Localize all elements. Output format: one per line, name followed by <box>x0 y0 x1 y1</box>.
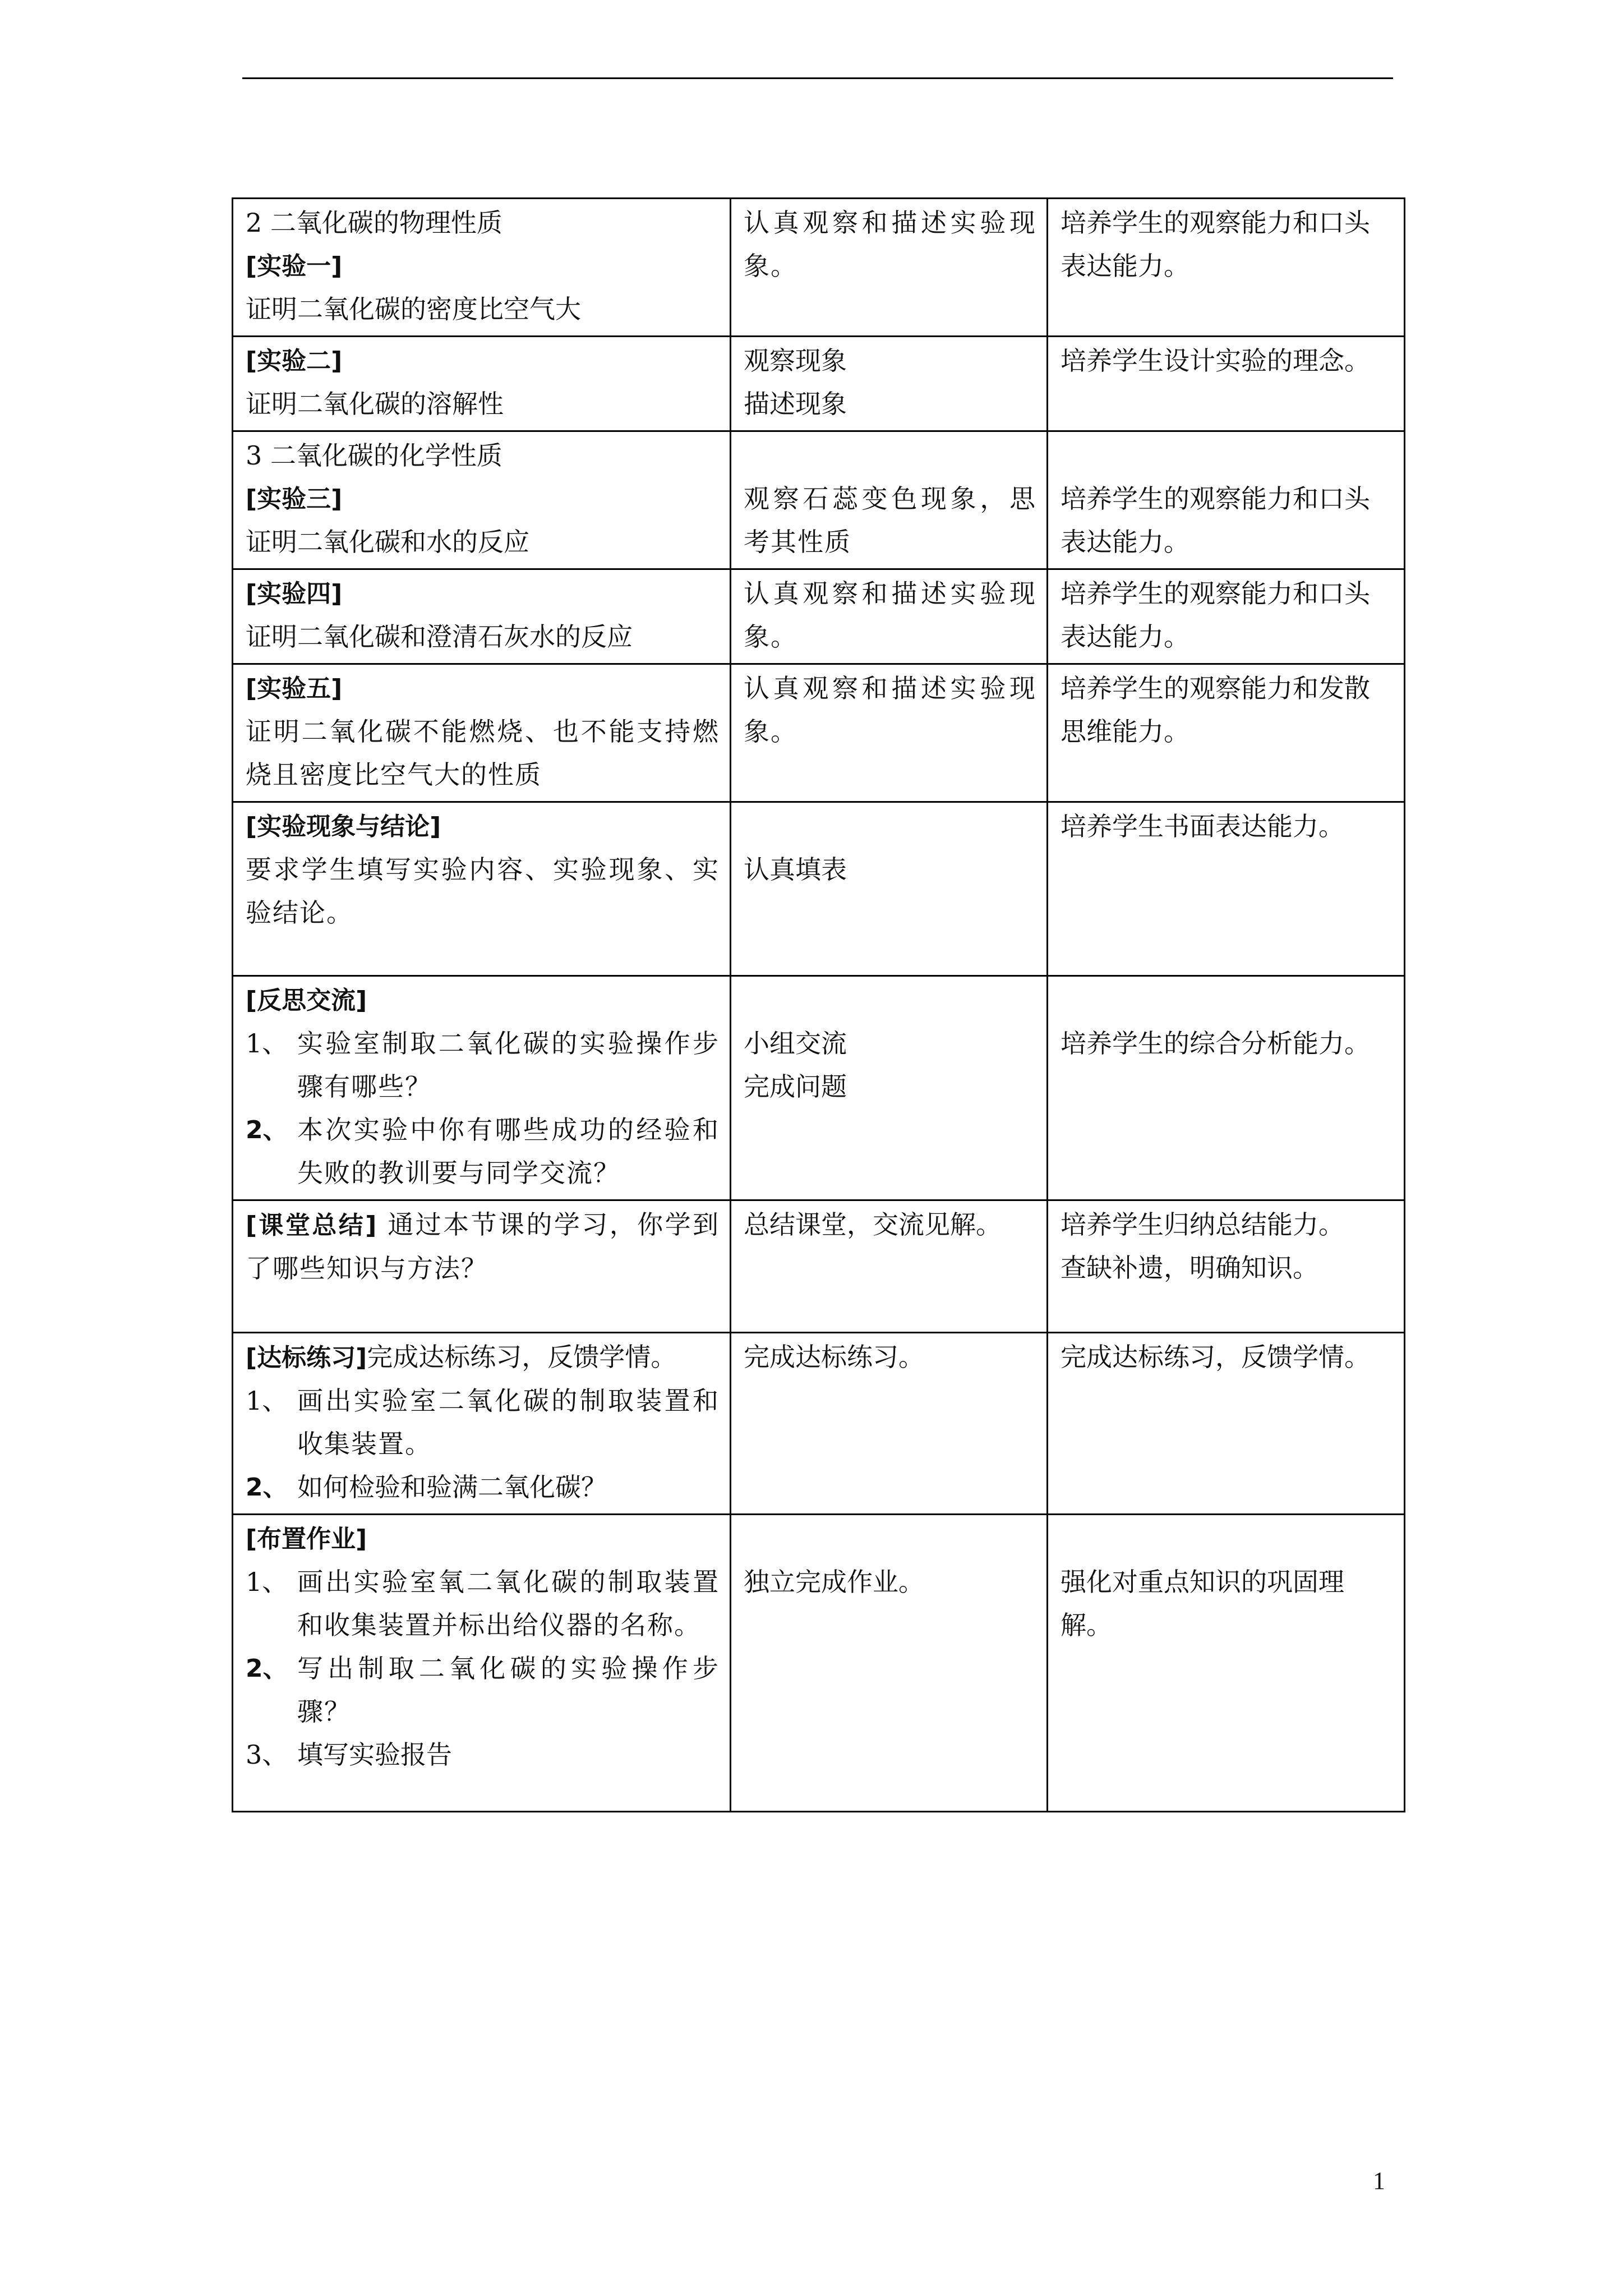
student-activity-cell <box>731 1200 1048 1333</box>
list-text: 画出实验室氧二氧化碳的制取装置和收集装置并标出给仪器的名称。 <box>297 1567 720 1640</box>
list-text: 填写实验报告 <box>297 1740 452 1770</box>
section-description: 完成达标练习，反馈学情。 <box>367 1342 677 1372</box>
student-activity-text: 小组交流 <box>744 1028 847 1059</box>
list-item <box>246 1647 720 1733</box>
student-activity-text: 认真观察和描述实验现象。 <box>744 673 1036 747</box>
section-description: 通过本节课的学习，你学到了哪些知识与方法？ <box>246 1209 720 1283</box>
section-title: [实验现象与结论] <box>246 812 441 841</box>
design-intent-text: 培养学生的观察能力和口头表达能力。 <box>1061 578 1370 652</box>
teaching-content-cell <box>233 569 731 664</box>
student-activity-cell <box>731 664 1048 802</box>
header-rule <box>242 77 1393 79</box>
design-intent-cell <box>1048 1515 1405 1812</box>
list-text: 本次实验中你有哪些成功的经验和失败的教训要与同学交流？ <box>297 1115 720 1188</box>
list-item <box>246 1561 720 1647</box>
design-intent-cell <box>1048 802 1405 976</box>
design-intent-text: 培养学生设计实验的理念。 <box>1061 346 1370 376</box>
section-title: [课堂总结] <box>246 1211 378 1240</box>
design-intent-text: 培养学生的观察能力和口头表达能力。 <box>1061 484 1370 557</box>
lesson-plan-table <box>232 197 1405 1812</box>
design-intent-cell <box>1048 1333 1405 1515</box>
experiment-description: 证明二氧化碳的溶解性 <box>246 389 504 419</box>
student-activity-cell <box>731 1515 1048 1812</box>
table-row <box>233 337 1405 431</box>
table-row <box>233 802 1405 976</box>
list-text: 画出实验室二氧化碳的制取装置和收集装置。 <box>297 1386 720 1459</box>
list-number: 1、 <box>246 1386 288 1416</box>
list-number: 1、 <box>246 1567 288 1597</box>
student-activity-text: 认真填表 <box>744 854 847 885</box>
student-activity-text: 认真观察和描述实验现象。 <box>744 208 1036 281</box>
experiment-title: [实验二] <box>246 347 343 375</box>
table-row <box>233 569 1405 664</box>
list-number: 2、 <box>246 1654 288 1683</box>
teaching-content-cell <box>233 802 731 976</box>
design-intent-text: 培养学生的观察能力和口头表达能力。 <box>1061 208 1370 281</box>
teaching-content-cell <box>233 337 731 431</box>
list-number: 1、 <box>246 1028 288 1059</box>
list-number: 2、 <box>246 1473 288 1502</box>
table-row <box>233 1333 1405 1515</box>
student-activity-cell <box>731 199 1048 337</box>
list-text: 实验室制取二氧化碳的实验操作步骤有哪些？ <box>297 1028 720 1102</box>
design-intent-cell <box>1048 199 1405 337</box>
list-number: 2、 <box>246 1116 288 1144</box>
teaching-content-cell <box>233 199 731 337</box>
list-text: 如何检验和验满二氧化碳？ <box>297 1472 607 1502</box>
student-activity-text: 观察石蕊变色现象，思考其性质 <box>744 484 1036 557</box>
design-intent-cell <box>1048 431 1405 569</box>
student-activity-cell <box>731 337 1048 431</box>
design-intent-cell <box>1048 976 1405 1200</box>
experiment-title: [实验四] <box>246 579 343 608</box>
student-activity-cell <box>731 802 1048 976</box>
teaching-content-cell <box>233 1200 731 1333</box>
experiment-title: [实验三] <box>246 485 343 513</box>
student-activity-cell <box>731 1333 1048 1515</box>
table-row <box>233 976 1405 1200</box>
design-intent-cell <box>1048 337 1405 431</box>
section-title: [反思交流] <box>246 986 367 1015</box>
teaching-content-cell <box>233 976 731 1200</box>
experiment-title: [实验五] <box>246 674 343 703</box>
teaching-content-cell <box>233 431 731 569</box>
student-activity-text: 认真观察和描述实验现象。 <box>744 578 1036 652</box>
section-heading: 3 二氧化碳的化学性质 <box>246 440 502 471</box>
section-heading: 2 二氧化碳的物理性质 <box>246 208 502 238</box>
teaching-content-cell <box>233 1515 731 1812</box>
section-description: 要求学生填写实验内容、实验现象、实验结论。 <box>246 854 720 928</box>
student-activity-cell <box>731 569 1048 664</box>
student-activity-text: 描述现象 <box>744 389 847 419</box>
design-intent-text: 强化对重点知识的巩固理解。 <box>1061 1567 1344 1640</box>
design-intent-text: 完成达标练习，反馈学情。 <box>1061 1342 1370 1372</box>
page-number: 1 <box>1373 2167 1385 2194</box>
student-activity-text: 独立完成作业。 <box>744 1567 924 1597</box>
design-intent-cell <box>1048 664 1405 802</box>
student-activity-text: 观察现象 <box>744 346 847 376</box>
teaching-content-cell <box>233 664 731 802</box>
table-row <box>233 1515 1405 1812</box>
student-activity-cell <box>731 431 1048 569</box>
list-item <box>246 1022 720 1108</box>
list-item <box>246 1379 720 1466</box>
table-row <box>233 664 1405 802</box>
experiment-description: 证明二氧化碳不能燃烧、也不能支持燃烧且密度比空气大的性质 <box>246 716 720 790</box>
section-title: [布置作业] <box>246 1525 367 1553</box>
section-title: [达标练习] <box>246 1343 367 1372</box>
list-item <box>246 1466 720 1509</box>
list-item <box>246 1733 720 1777</box>
table-row <box>233 431 1405 569</box>
list-item <box>246 1108 720 1195</box>
teaching-content-cell <box>233 1333 731 1515</box>
table-row <box>233 1200 1405 1333</box>
student-activity-text: 完成达标练习。 <box>744 1342 924 1372</box>
design-intent-text: 培养学生书面表达能力。 <box>1061 811 1344 841</box>
experiment-description: 证明二氧化碳和水的反应 <box>246 527 529 557</box>
design-intent-text: 培养学生的观察能力和发散思维能力。 <box>1061 673 1370 747</box>
design-intent-text: 培养学生的综合分析能力。 <box>1061 1028 1370 1059</box>
table-row <box>233 199 1405 337</box>
design-intent-cell <box>1048 569 1405 664</box>
design-intent-text: 培养学生归纳总结能力。 <box>1061 1209 1344 1240</box>
student-activity-text: 完成问题 <box>744 1071 847 1102</box>
experiment-title: [实验一] <box>246 252 343 280</box>
design-intent-text: 查缺补遗，明确知识。 <box>1061 1253 1318 1283</box>
design-intent-cell <box>1048 1200 1405 1333</box>
student-activity-cell <box>731 976 1048 1200</box>
list-number: 3、 <box>246 1740 288 1770</box>
experiment-description: 证明二氧化碳和澄清石灰水的反应 <box>246 622 633 652</box>
list-text: 写出制取二氧化碳的实验操作步骤？ <box>297 1653 720 1727</box>
student-activity-text: 总结课堂，交流见解。 <box>744 1209 1002 1240</box>
experiment-description: 证明二氧化碳的密度比空气大 <box>246 294 581 324</box>
